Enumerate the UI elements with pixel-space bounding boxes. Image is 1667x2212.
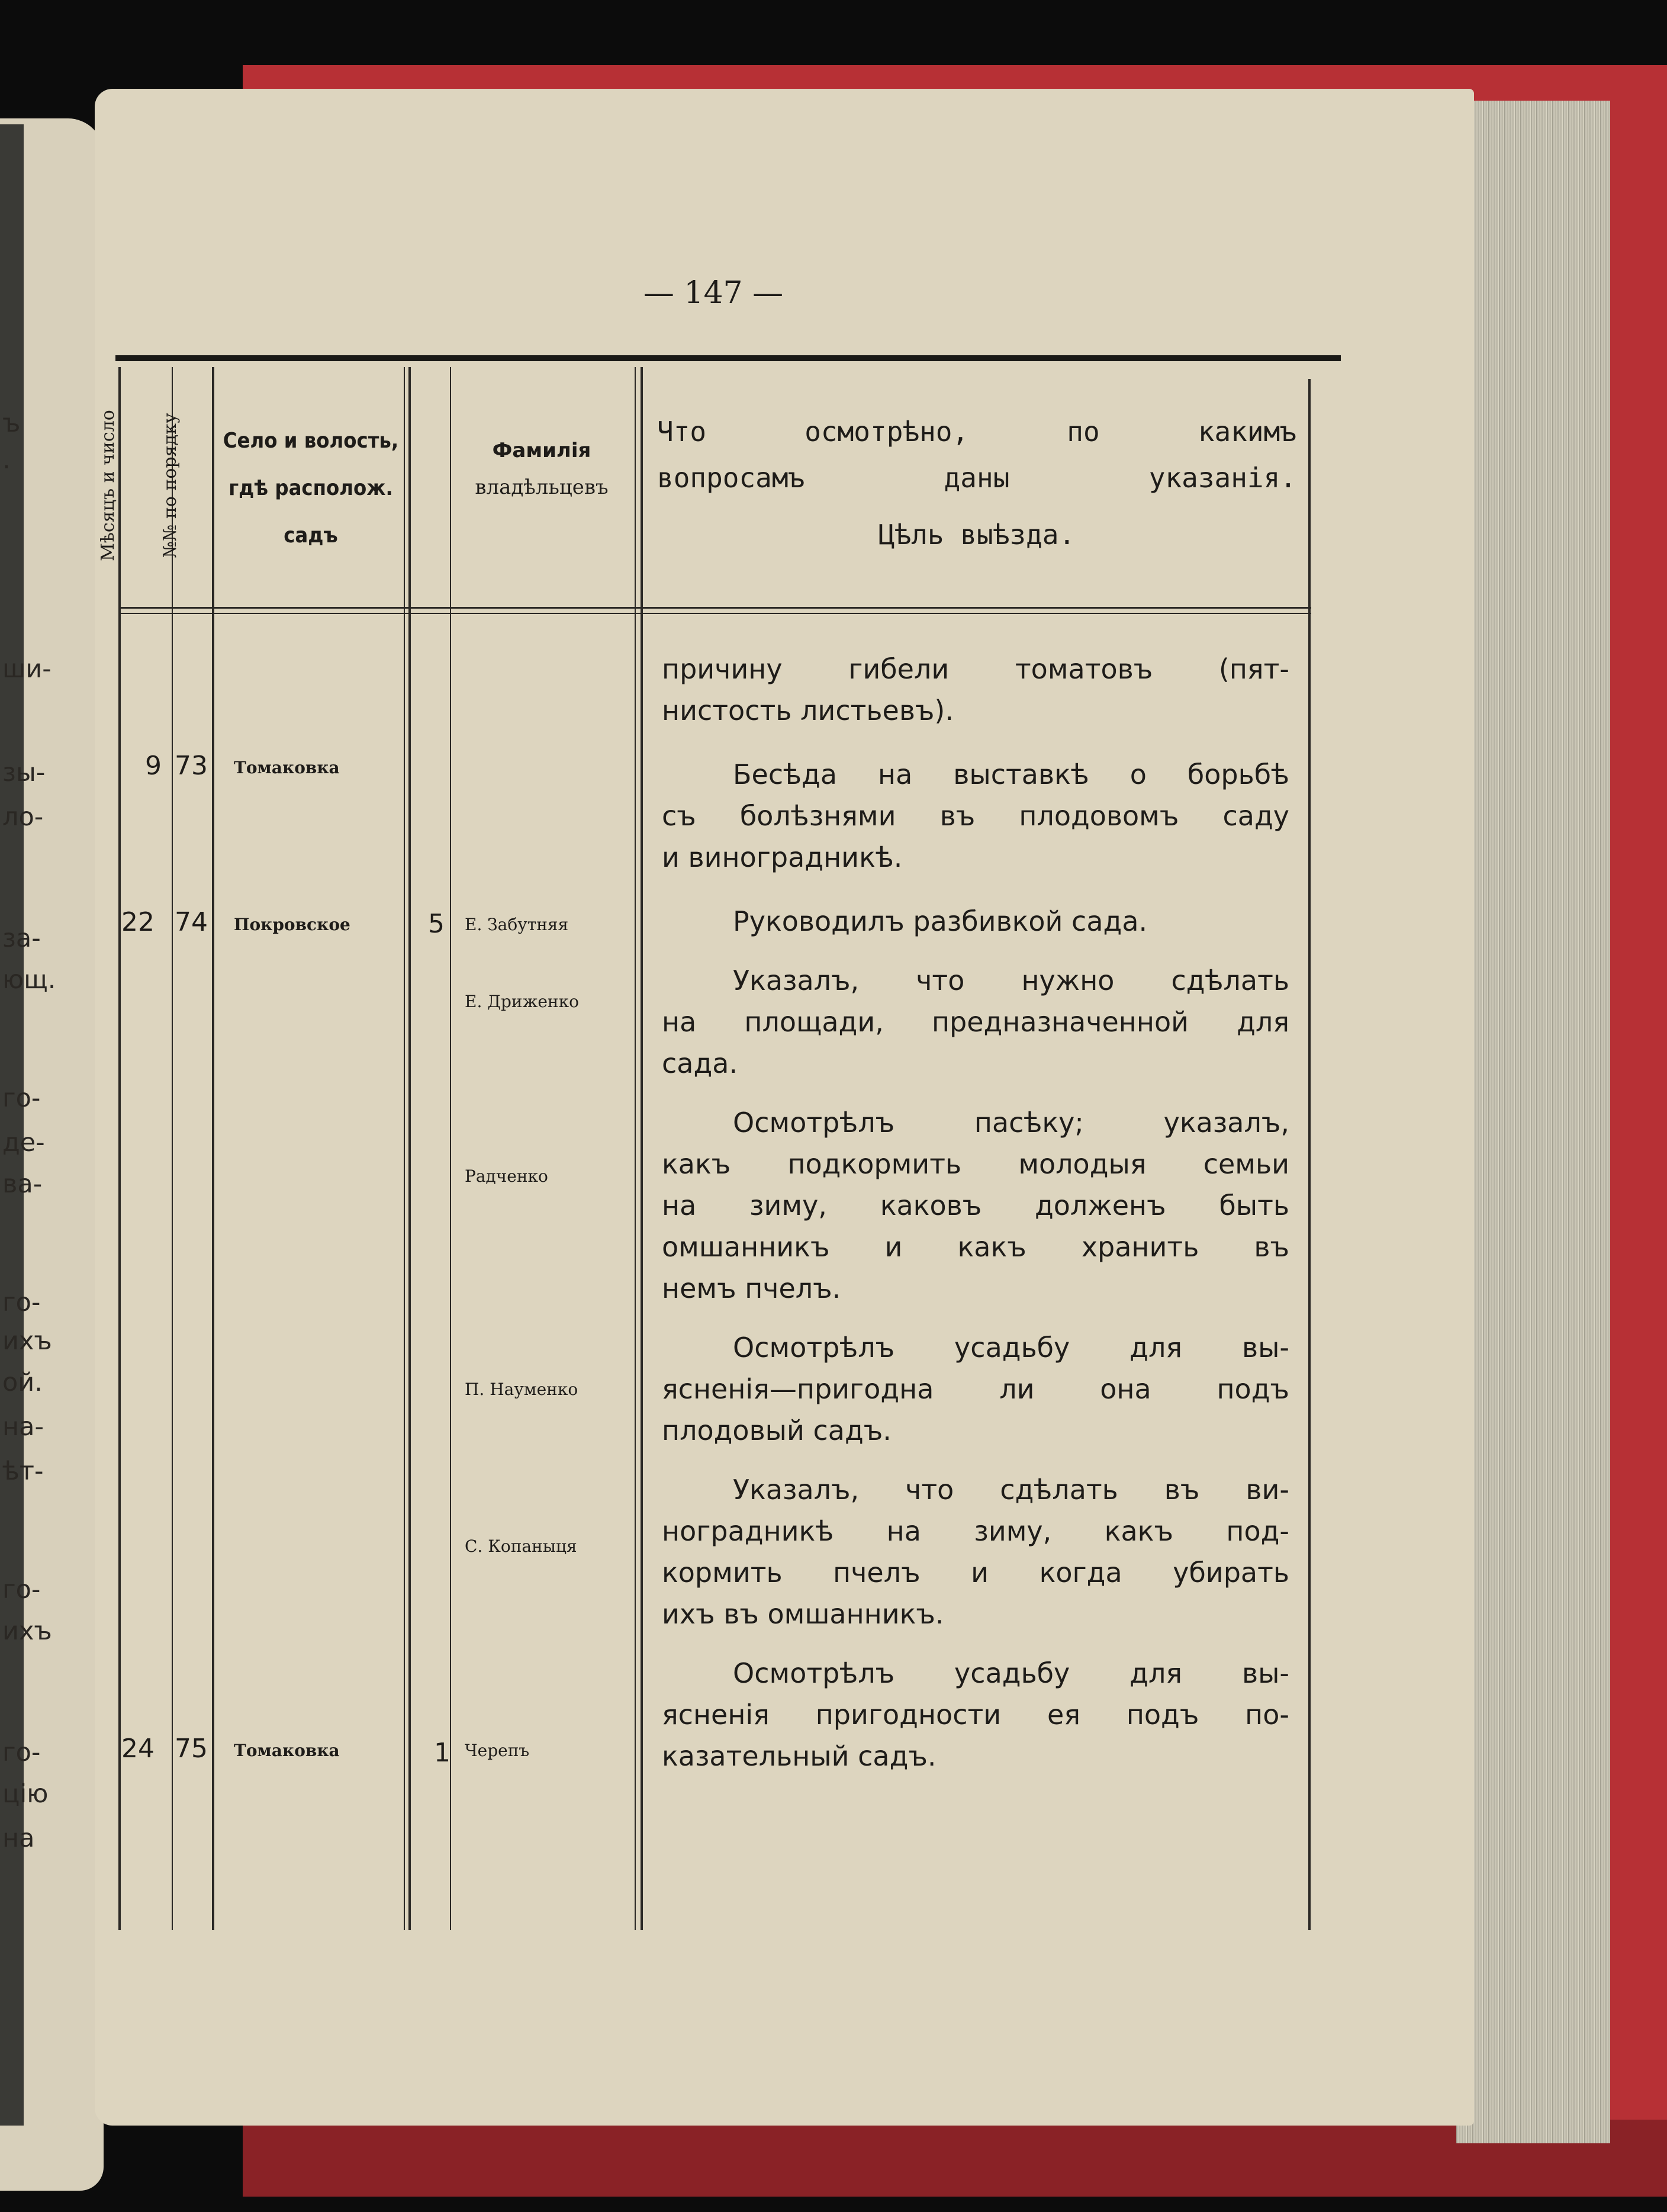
row-day: 22 — [121, 907, 155, 937]
left-line: ѣт- — [2, 1457, 44, 1486]
left-line: за- — [2, 924, 41, 953]
left-line: го- — [2, 1288, 41, 1317]
text-line: ноградникѣ на зиму, какъ под- — [662, 1515, 1289, 1547]
col-line-2 — [212, 367, 214, 1930]
header-word: по — [1067, 416, 1100, 448]
left-line: ло- — [2, 802, 44, 832]
text-line: сада. — [662, 1047, 738, 1079]
text-line: ясненія пригодности ея подъ по- — [662, 1699, 1289, 1731]
row-count: 1 — [434, 1738, 450, 1768]
header-word: вопросамъ — [657, 462, 805, 494]
paragraph-end — [662, 1043, 1289, 1084]
text-line: Бесѣда на выставкѣ о борьбѣ — [733, 758, 1289, 790]
book-cover-edge — [243, 2120, 1667, 2197]
row-number: 74 — [175, 907, 208, 937]
row-day: 24 — [121, 1734, 155, 1764]
paragraph — [662, 1185, 1289, 1226]
header-purpose-line2 — [657, 455, 1296, 501]
paragraph-end — [662, 1593, 1289, 1635]
row-day: 9 — [145, 751, 162, 781]
paragraph — [662, 901, 1289, 942]
left-line: ющ. — [2, 965, 56, 995]
header-owner-line: Фамилія — [492, 439, 591, 462]
header-purpose-line1 — [657, 409, 1296, 455]
text-line: Осмотрѣлъ усадьбу для вы- — [733, 1332, 1289, 1364]
paragraph-end — [662, 1268, 1289, 1309]
header-bottom-rule — [118, 607, 1311, 609]
paragraph — [662, 1694, 1289, 1735]
top-rule — [115, 355, 1341, 361]
header-word: указанія. — [1148, 462, 1296, 494]
text-line: немъ пчелъ. — [662, 1272, 841, 1304]
col-line-6 — [635, 367, 636, 1930]
paragraph — [662, 1001, 1289, 1043]
text-line: ясненія—пригодна ли она подъ — [662, 1373, 1289, 1405]
header-purpose-line3: Цѣль выѣзда. — [878, 519, 1076, 551]
text-line: Осмотрѣлъ пасѣку; указалъ, — [733, 1107, 1289, 1139]
header-village — [216, 417, 406, 560]
header-month-day: Мѣсяцъ и число — [98, 410, 118, 561]
left-line: ва- — [2, 1169, 43, 1199]
paragraph-end — [662, 1735, 1289, 1777]
header-word: осмотрѣно, — [804, 416, 969, 448]
left-line: го- — [2, 1738, 41, 1767]
header-village-line: Село и волость, — [223, 429, 399, 453]
paragraph — [662, 1652, 1289, 1694]
paragraph — [662, 1510, 1289, 1552]
left-page-text — [0, 0, 107, 2212]
row-number: 75 — [175, 1734, 208, 1764]
paragraph — [662, 1102, 1289, 1143]
text-line: нистость листьевъ). — [662, 695, 954, 726]
text-line: казательный садъ. — [662, 1740, 937, 1772]
header-bottom-rule-2 — [118, 613, 1311, 614]
owner-name: С. Копаныця — [465, 1536, 577, 1556]
text-line: плодовый садъ. — [662, 1414, 892, 1446]
paragraph-end — [662, 837, 1289, 878]
row-village: Томаковка — [234, 758, 340, 777]
text-line: Руководилъ разбивкой сада. — [733, 905, 1148, 937]
left-line: на — [2, 1824, 35, 1853]
row-number: 73 — [175, 751, 208, 781]
text-line: кормить пчелъ и когда убирать — [662, 1557, 1289, 1589]
left-line: . — [2, 445, 11, 475]
left-line: ой. — [2, 1368, 43, 1397]
owner-name: Е. Забутняя — [465, 915, 569, 934]
page-number: — 147 — — [643, 275, 784, 311]
header-word: какимъ — [1198, 416, 1296, 448]
paragraph — [662, 648, 1289, 690]
paragraph — [662, 1226, 1289, 1268]
text-line: и виноградникѣ. — [662, 841, 903, 873]
header-order-no: №№ по порядку — [160, 413, 181, 558]
paragraph — [662, 1143, 1289, 1185]
header-purpose — [657, 409, 1296, 558]
paragraph-end — [662, 690, 1289, 731]
left-line: зы- — [2, 758, 46, 787]
left-line: ихъ — [2, 1326, 52, 1356]
header-word: даны — [944, 462, 1010, 494]
row-count: 5 — [428, 909, 445, 939]
paragraph — [662, 795, 1289, 837]
text-line: Указалъ, что нужно сдѣлать — [733, 964, 1289, 996]
page-edges — [1456, 101, 1610, 2143]
paragraph — [662, 960, 1289, 1001]
col-line-4 — [408, 367, 411, 1930]
text-line: на площади, предназначенной для — [662, 1006, 1289, 1038]
paragraph — [662, 754, 1289, 795]
text-line: Указалъ, что сдѣлать въ ви- — [733, 1474, 1289, 1506]
row-village: Покровское — [234, 915, 350, 934]
header-owner-line: владѣльцевъ — [475, 475, 609, 499]
col-line-8 — [1308, 379, 1311, 1930]
owner-name: Е. Дриженко — [465, 992, 579, 1011]
left-line: де- — [2, 1128, 45, 1158]
col-line-0 — [118, 367, 121, 1930]
purpose-column-text — [662, 648, 1289, 1777]
col-line-3 — [404, 367, 405, 1930]
owner-name: П. Науменко — [465, 1380, 578, 1399]
paragraph-end — [662, 1410, 1289, 1451]
text-line: съ болѣзнями въ плодовомъ саду — [662, 800, 1289, 832]
text-line: на зиму, каковъ долженъ быть — [662, 1189, 1289, 1221]
paragraph — [662, 1469, 1289, 1510]
owner-name: Черепъ — [465, 1741, 530, 1760]
col-line-1 — [172, 367, 173, 1930]
text-line: омшанникъ и какъ хранить въ — [662, 1231, 1289, 1263]
text-line: причину гибели томатовъ (пят- — [662, 653, 1289, 685]
col-line-5 — [450, 367, 451, 1930]
header-owner — [450, 432, 633, 506]
left-line: на- — [2, 1412, 44, 1442]
text-line: какъ подкормить молодыя семьи — [662, 1148, 1289, 1180]
left-line: ъ — [2, 409, 21, 438]
text-line: ихъ въ омшанникъ. — [662, 1598, 944, 1630]
header-village-line: гдѣ располож. — [229, 476, 393, 500]
left-line: цію — [2, 1779, 49, 1809]
left-line: го- — [2, 1575, 41, 1605]
left-line: ши- — [2, 654, 52, 684]
left-line: го- — [2, 1084, 41, 1113]
row-village: Томаковка — [234, 1741, 340, 1760]
paragraph — [662, 1552, 1289, 1593]
left-line: ихъ — [2, 1616, 52, 1646]
paragraph — [662, 1327, 1289, 1368]
header-village-line: садъ — [284, 523, 338, 548]
text-line: Осмотрѣлъ усадьбу для вы- — [733, 1657, 1289, 1689]
header-word: Что — [657, 416, 707, 448]
owner-name: Радченко — [465, 1166, 548, 1186]
paragraph — [662, 1368, 1289, 1410]
col-line-7 — [641, 367, 643, 1930]
